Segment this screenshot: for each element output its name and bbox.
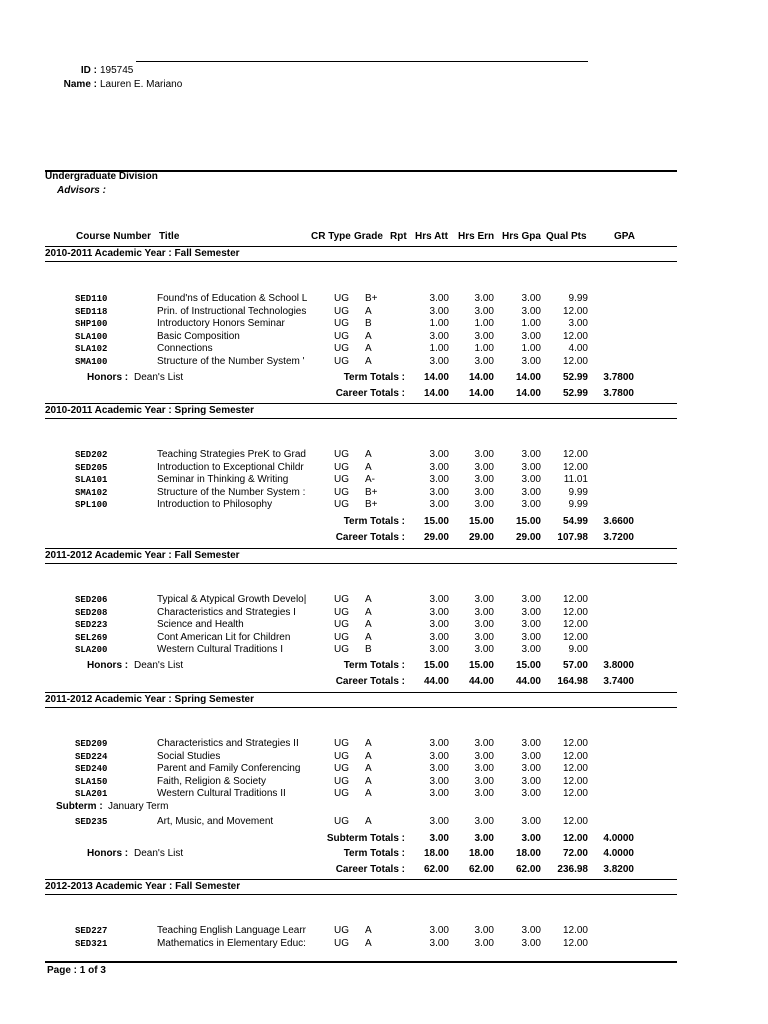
- header-gpa: GPA: [614, 231, 635, 242]
- course-grade: A: [365, 750, 372, 762]
- honors-label: Honors :: [87, 848, 129, 859]
- course-grade: A: [365, 738, 372, 749]
- course-hrs-gpa: 3.00: [521, 486, 541, 498]
- course-hrs-att: 3.00: [429, 775, 449, 787]
- course-number: SMA102: [75, 487, 108, 498]
- semester-rule-bottom: [45, 707, 677, 708]
- header-course-number: Course Number: [76, 231, 152, 242]
- course-hrs-gpa: 3.00: [521, 293, 541, 304]
- career-totals-qual-pts: 164.98: [557, 676, 588, 687]
- course-hrs-att: 3.00: [429, 486, 449, 498]
- honors-label: Honors :: [87, 660, 129, 671]
- header-qual-pts: Qual Pts: [546, 231, 587, 242]
- course-grade: A: [365, 305, 372, 317]
- term-totals-label: Term Totals :: [343, 848, 405, 859]
- career-totals-qual-pts: 107.98: [557, 532, 588, 543]
- course-title: Teaching English Language Learr: [157, 925, 306, 936]
- course-grade: A: [365, 343, 372, 355]
- course-hrs-att: 3.00: [429, 293, 449, 304]
- course-qual-pts: 12.00: [562, 937, 588, 949]
- honors-value: Dean's List: [134, 848, 184, 859]
- subterm-totals-hrs-ern: 3.00: [474, 833, 494, 844]
- course-cr-type: UG: [334, 606, 349, 618]
- course-qual-pts: 12.00: [562, 816, 588, 827]
- course-hrs-att: 3.00: [429, 474, 449, 486]
- term-totals-hrs-gpa: 14.00: [515, 372, 541, 383]
- course-number: SED227: [75, 926, 108, 936]
- term-totals-hrs-att: 14.00: [423, 372, 449, 383]
- course-qual-pts: 9.99: [568, 293, 588, 304]
- career-totals-hrs-att: 29.00: [423, 532, 449, 543]
- course-cr-type: UG: [334, 925, 349, 936]
- course-hrs-ern: 3.00: [474, 606, 494, 618]
- term-totals-hrs-ern: 18.00: [468, 848, 494, 859]
- course-grade: A: [365, 816, 372, 827]
- course-number: SLA102: [75, 344, 108, 355]
- term-totals-label: Term Totals :: [343, 660, 405, 671]
- course-title: Characteristics and Strategies II: [157, 738, 299, 749]
- course-grade: B+: [365, 499, 378, 511]
- subterm-totals-qual-pts: 12.00: [562, 833, 588, 844]
- semester-heading: 2010-2011 Academic Year : Fall Semester: [45, 248, 240, 259]
- semester-heading: 2011-2012 Academic Year : Spring Semester: [45, 694, 255, 705]
- course-cr-type: UG: [334, 619, 349, 631]
- course-title: Prin. of Instructional Technologies: [157, 305, 307, 317]
- course-title: Science and Health: [157, 619, 244, 631]
- course-hrs-att: 1.00: [429, 343, 449, 355]
- header-rpt: Rpt: [390, 231, 407, 242]
- course-hrs-gpa: 3.00: [521, 750, 541, 762]
- course-grade: A: [365, 925, 372, 936]
- course-qual-pts: 12.00: [562, 305, 588, 317]
- career-totals-hrs-gpa: 14.00: [515, 388, 541, 399]
- course-hrs-att: 3.00: [429, 356, 449, 367]
- course-qual-pts: 12.00: [562, 461, 588, 473]
- course-hrs-gpa: 3.00: [521, 461, 541, 473]
- course-grade: B: [365, 318, 372, 330]
- course-hrs-gpa: 3.00: [521, 449, 541, 460]
- course-qual-pts: 4.00: [568, 343, 588, 355]
- subterm-totals-hrs-att: 3.00: [429, 833, 449, 844]
- course-title: Parent and Family Conferencing: [157, 763, 301, 775]
- course-hrs-ern: 3.00: [474, 330, 494, 342]
- semester-rule-bottom: [45, 894, 677, 895]
- course-hrs-gpa: 1.00: [521, 318, 541, 330]
- course-qual-pts: 12.00: [562, 356, 588, 367]
- career-totals-hrs-att: 62.00: [423, 864, 449, 875]
- course-hrs-gpa: 3.00: [521, 330, 541, 342]
- course-hrs-att: 3.00: [429, 750, 449, 762]
- course-cr-type: UG: [334, 816, 349, 827]
- header-grade: Grade: [354, 231, 383, 242]
- course-hrs-gpa: 3.00: [521, 937, 541, 949]
- course-hrs-ern: 3.00: [474, 594, 494, 605]
- page-number: Page : 1 of 3: [47, 965, 106, 976]
- course-hrs-gpa: 3.00: [521, 763, 541, 775]
- course-hrs-att: 3.00: [429, 644, 449, 656]
- course-hrs-ern: 3.00: [474, 738, 494, 749]
- course-cr-type: UG: [334, 788, 349, 800]
- course-number: SMA100: [75, 357, 108, 367]
- course-hrs-gpa: 3.00: [521, 594, 541, 605]
- course-grade: A: [365, 461, 372, 473]
- term-totals-label: Term Totals :: [343, 516, 405, 527]
- course-hrs-ern: 3.00: [474, 937, 494, 949]
- subterm-name: January Term: [108, 801, 169, 812]
- id-label: ID :: [80, 65, 97, 76]
- term-totals-hrs-ern: 15.00: [468, 660, 494, 671]
- semester-rule-top: [45, 692, 677, 693]
- course-hrs-att: 3.00: [429, 788, 449, 800]
- course-hrs-gpa: 3.00: [521, 474, 541, 486]
- subterm-label: Subterm :: [56, 801, 103, 812]
- course-hrs-gpa: 3.00: [521, 619, 541, 631]
- course-hrs-ern: 3.00: [474, 925, 494, 936]
- course-title: Connections: [157, 343, 213, 355]
- course-qual-pts: 12.00: [562, 775, 588, 787]
- course-grade: A: [365, 330, 372, 342]
- course-title: Faith, Religion & Society: [157, 775, 266, 787]
- course-hrs-gpa: 3.00: [521, 925, 541, 936]
- course-qual-pts: 12.00: [562, 606, 588, 618]
- course-title: Structure of the Number System :: [157, 486, 306, 498]
- course-qual-pts: 12.00: [562, 925, 588, 936]
- course-cr-type: UG: [334, 594, 349, 605]
- course-qual-pts: 12.00: [562, 763, 588, 775]
- course-number: SHP100: [75, 319, 108, 330]
- course-qual-pts: 12.00: [562, 594, 588, 605]
- course-grade: A: [365, 606, 372, 618]
- career-totals-qual-pts: 236.98: [557, 864, 588, 875]
- course-title: Structure of the Number System ': [157, 356, 305, 367]
- course-grade: A: [365, 788, 372, 800]
- semester-heading: 2011-2012 Academic Year : Fall Semester: [45, 550, 240, 561]
- course-title: Typical & Atypical Growth Develo|: [157, 594, 307, 605]
- term-totals-hrs-ern: 15.00: [468, 516, 494, 527]
- course-number: SLA201: [75, 789, 108, 800]
- course-grade: A: [365, 619, 372, 631]
- course-title: Teaching Strategies PreK to Grad: [157, 449, 306, 460]
- header-cr-type: CR Type: [311, 231, 351, 242]
- term-totals-hrs-att: 18.00: [423, 848, 449, 859]
- course-cr-type: UG: [334, 775, 349, 787]
- course-hrs-ern: 3.00: [474, 356, 494, 367]
- career-totals-label: Career Totals :: [335, 864, 405, 875]
- honors-value: Dean's List: [134, 660, 184, 671]
- course-hrs-att: 3.00: [429, 925, 449, 936]
- footer-rule: [45, 961, 677, 963]
- course-hrs-ern: 3.00: [474, 763, 494, 775]
- course-cr-type: UG: [334, 738, 349, 749]
- course-qual-pts: 9.99: [568, 486, 588, 498]
- course-qual-pts: 3.00: [568, 318, 588, 330]
- course-grade: B+: [365, 486, 378, 498]
- course-hrs-gpa: 3.00: [521, 738, 541, 749]
- course-title: Found'ns of Education & School L: [157, 293, 307, 304]
- course-hrs-att: 3.00: [429, 305, 449, 317]
- course-title: Western Cultural Traditions I: [157, 644, 283, 656]
- course-qual-pts: 12.00: [562, 788, 588, 800]
- course-grade: A-: [365, 474, 375, 486]
- course-number: SPL100: [75, 500, 108, 511]
- course-qual-pts: 12.00: [562, 631, 588, 643]
- career-totals-gpa: 3.8200: [603, 864, 634, 875]
- semester-rule-bottom: [45, 261, 677, 262]
- term-totals-gpa: 4.0000: [603, 848, 634, 859]
- course-number: SLA101: [75, 475, 108, 486]
- course-hrs-att: 3.00: [429, 461, 449, 473]
- course-title: Western Cultural Traditions II: [157, 788, 286, 800]
- term-totals-hrs-gpa: 15.00: [515, 660, 541, 671]
- course-hrs-att: 3.00: [429, 738, 449, 749]
- course-qual-pts: 12.00: [562, 750, 588, 762]
- course-title: Characteristics and Strategies I: [157, 606, 296, 618]
- course-hrs-gpa: 3.00: [521, 631, 541, 643]
- career-totals-label: Career Totals :: [335, 388, 405, 399]
- term-totals-hrs-gpa: 15.00: [515, 516, 541, 527]
- course-grade: B+: [365, 293, 378, 304]
- course-title: Introductory Honors Seminar: [157, 318, 285, 330]
- course-hrs-ern: 1.00: [474, 343, 494, 355]
- course-qual-pts: 12.00: [562, 449, 588, 460]
- term-totals-label: Term Totals :: [343, 372, 405, 383]
- term-totals-qual-pts: 72.00: [562, 848, 588, 859]
- course-cr-type: UG: [334, 763, 349, 775]
- course-hrs-ern: 3.00: [474, 788, 494, 800]
- semester-rule-top: [45, 403, 677, 404]
- career-totals-hrs-gpa: 44.00: [515, 676, 541, 687]
- course-number: SLA200: [75, 645, 108, 656]
- course-hrs-att: 3.00: [429, 594, 449, 605]
- career-totals-hrs-ern: 62.00: [468, 864, 494, 875]
- course-number: SED209: [75, 739, 108, 749]
- term-totals-gpa: 3.7800: [603, 372, 634, 383]
- course-hrs-ern: 3.00: [474, 619, 494, 631]
- course-hrs-ern: 3.00: [474, 816, 494, 827]
- course-hrs-gpa: 1.00: [521, 343, 541, 355]
- course-cr-type: UG: [334, 937, 349, 949]
- course-hrs-ern: 3.00: [474, 474, 494, 486]
- honors-value: Dean's List: [134, 372, 184, 383]
- course-number: SED240: [75, 764, 108, 775]
- course-hrs-gpa: 3.00: [521, 644, 541, 656]
- term-totals-qual-pts: 54.99: [562, 516, 588, 527]
- course-number: SED118: [75, 306, 108, 317]
- course-grade: A: [365, 594, 372, 605]
- term-totals-hrs-gpa: 18.00: [515, 848, 541, 859]
- id-value: 195745: [100, 65, 134, 76]
- course-cr-type: UG: [334, 343, 349, 355]
- term-totals-hrs-ern: 14.00: [468, 372, 494, 383]
- course-number: SED202: [75, 450, 108, 460]
- course-hrs-att: 3.00: [429, 449, 449, 460]
- honors-label: Honors :: [87, 372, 129, 383]
- course-number: SEL269: [75, 632, 108, 643]
- career-totals-label: Career Totals :: [335, 532, 405, 543]
- semester-rule-bottom: [45, 418, 677, 419]
- course-qual-pts: 11.01: [563, 474, 588, 486]
- course-qual-pts: 12.00: [562, 619, 588, 631]
- course-qual-pts: 9.00: [568, 644, 588, 656]
- course-number: SED110: [75, 294, 108, 304]
- top-rule: [136, 61, 588, 62]
- course-hrs-ern: 3.00: [474, 631, 494, 643]
- course-cr-type: UG: [334, 305, 349, 317]
- name-label: Name :: [63, 79, 97, 90]
- career-totals-qual-pts: 52.99: [562, 388, 588, 399]
- course-hrs-att: 3.00: [429, 816, 449, 827]
- semester-heading: 2010-2011 Academic Year : Spring Semester: [45, 405, 255, 416]
- semester-rule-top: [45, 879, 677, 880]
- semester-rule-top: [45, 246, 677, 247]
- course-qual-pts: 12.00: [562, 738, 588, 749]
- subterm-totals-hrs-gpa: 3.00: [521, 833, 541, 844]
- course-number: SED206: [75, 595, 108, 605]
- course-grade: A: [365, 763, 372, 775]
- course-title: Art, Music, and Movement: [157, 816, 274, 827]
- course-hrs-att: 3.00: [429, 619, 449, 631]
- course-hrs-att: 3.00: [429, 606, 449, 618]
- career-totals-hrs-ern: 29.00: [468, 532, 494, 543]
- career-totals-gpa: 3.7200: [603, 532, 634, 543]
- course-hrs-ern: 3.00: [474, 750, 494, 762]
- course-hrs-att: 3.00: [429, 763, 449, 775]
- course-grade: A: [365, 449, 372, 460]
- course-title: Mathematics in Elementary Educ:: [157, 937, 306, 949]
- course-hrs-gpa: 3.00: [521, 356, 541, 367]
- course-title: Social Studies: [157, 750, 221, 762]
- course-title: Introduction to Philosophy: [157, 499, 273, 511]
- course-cr-type: UG: [334, 644, 349, 656]
- course-number: SED223: [75, 620, 108, 631]
- division-title: Undergraduate Division: [45, 171, 158, 182]
- course-title: Cont American Lit for Children: [157, 631, 291, 643]
- semester-rule-bottom: [45, 563, 677, 564]
- course-cr-type: UG: [334, 356, 349, 367]
- semester-heading: 2012-2013 Academic Year : Fall Semester: [45, 881, 241, 892]
- course-cr-type: UG: [334, 461, 349, 473]
- course-hrs-gpa: 3.00: [521, 816, 541, 827]
- course-grade: A: [365, 631, 372, 643]
- career-totals-hrs-ern: 14.00: [468, 388, 494, 399]
- course-grade: A: [365, 775, 372, 787]
- course-hrs-att: 3.00: [429, 631, 449, 643]
- term-totals-gpa: 3.6600: [603, 516, 634, 527]
- career-totals-hrs-gpa: 29.00: [515, 532, 541, 543]
- course-grade: A: [365, 937, 372, 949]
- header-hrs-ern: Hrs Ern: [458, 231, 495, 242]
- course-cr-type: UG: [334, 631, 349, 643]
- header-hrs-att: Hrs Att: [415, 231, 448, 242]
- term-totals-gpa: 3.8000: [603, 660, 634, 671]
- course-hrs-gpa: 3.00: [521, 305, 541, 317]
- course-title: Basic Composition: [157, 330, 240, 342]
- course-hrs-ern: 3.00: [474, 293, 494, 304]
- career-totals-hrs-ern: 44.00: [468, 676, 494, 687]
- course-hrs-ern: 3.00: [474, 486, 494, 498]
- course-cr-type: UG: [334, 330, 349, 342]
- advisors-label: Advisors :: [57, 185, 106, 196]
- course-qual-pts: 12.00: [562, 330, 588, 342]
- term-totals-qual-pts: 57.00: [562, 660, 588, 671]
- course-number: SED208: [75, 607, 108, 618]
- course-number: SLA150: [75, 776, 108, 787]
- subterm-totals-gpa: 4.0000: [603, 833, 634, 844]
- course-hrs-att: 3.00: [429, 937, 449, 949]
- course-hrs-gpa: 3.00: [521, 499, 541, 511]
- course-hrs-att: 1.00: [429, 318, 449, 330]
- course-cr-type: UG: [334, 318, 349, 330]
- course-hrs-att: 3.00: [429, 499, 449, 511]
- term-totals-hrs-att: 15.00: [423, 660, 449, 671]
- name-value: Lauren E. Mariano: [100, 79, 183, 90]
- career-totals-hrs-att: 14.00: [423, 388, 449, 399]
- career-totals-gpa: 3.7800: [603, 388, 634, 399]
- course-hrs-gpa: 3.00: [521, 775, 541, 787]
- career-totals-label: Career Totals :: [335, 676, 405, 687]
- course-cr-type: UG: [334, 474, 349, 486]
- course-grade: B: [365, 644, 372, 656]
- course-hrs-ern: 3.00: [474, 461, 494, 473]
- course-hrs-att: 3.00: [429, 330, 449, 342]
- course-cr-type: UG: [334, 499, 349, 511]
- career-totals-gpa: 3.7400: [603, 676, 634, 687]
- course-number: SLA100: [75, 331, 108, 342]
- course-number: SED235: [75, 817, 108, 827]
- course-number: SED205: [75, 462, 108, 473]
- course-hrs-gpa: 3.00: [521, 606, 541, 618]
- term-totals-qual-pts: 52.99: [562, 372, 588, 383]
- course-hrs-ern: 3.00: [474, 305, 494, 317]
- course-cr-type: UG: [334, 486, 349, 498]
- course-cr-type: UG: [334, 449, 349, 460]
- course-number: SED321: [75, 938, 108, 949]
- course-title: Seminar in Thinking & Writing: [157, 474, 289, 486]
- term-totals-hrs-att: 15.00: [423, 516, 449, 527]
- course-number: SED224: [75, 751, 108, 762]
- course-cr-type: UG: [334, 293, 349, 304]
- career-totals-hrs-att: 44.00: [423, 676, 449, 687]
- career-totals-hrs-gpa: 62.00: [515, 864, 541, 875]
- header-hrs-gpa: Hrs Gpa: [502, 231, 541, 242]
- course-hrs-ern: 3.00: [474, 775, 494, 787]
- course-grade: A: [365, 356, 372, 367]
- header-title: Title: [159, 231, 180, 242]
- subterm-totals-label: Subterm Totals :: [326, 833, 405, 844]
- course-hrs-ern: 1.00: [474, 318, 494, 330]
- course-hrs-gpa: 3.00: [521, 788, 541, 800]
- semester-rule-top: [45, 548, 677, 549]
- course-qual-pts: 9.99: [568, 499, 588, 511]
- course-hrs-ern: 3.00: [474, 449, 494, 460]
- course-cr-type: UG: [334, 750, 349, 762]
- course-hrs-ern: 3.00: [474, 644, 494, 656]
- course-hrs-ern: 3.00: [474, 499, 494, 511]
- course-title: Introduction to Exceptional Childr: [157, 461, 304, 473]
